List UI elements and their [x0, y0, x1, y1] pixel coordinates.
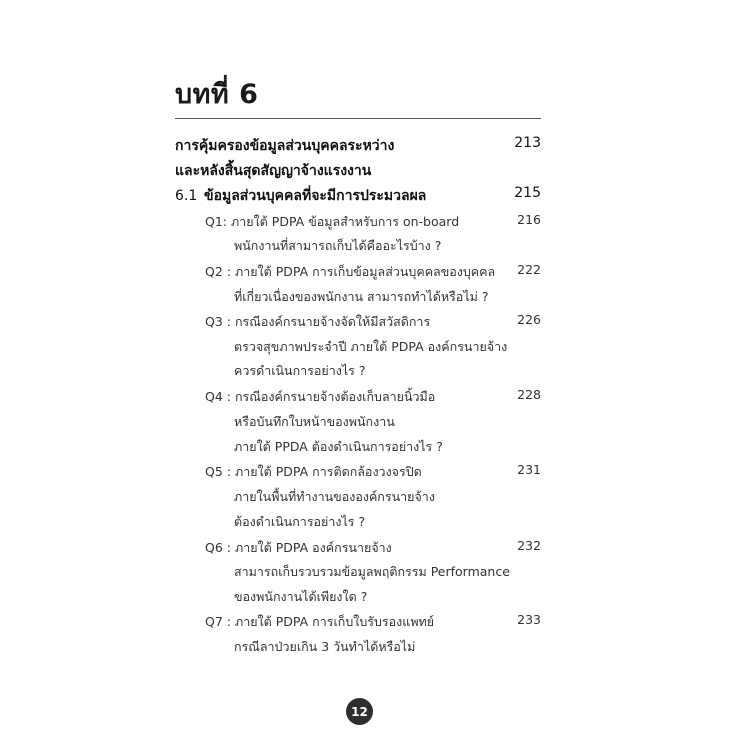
question-q4-line-1 — [205, 387, 435, 407]
question-label: Q7 : — [205, 614, 231, 629]
question-q3-line-1 — [205, 312, 430, 332]
question-q5-page: 231 — [517, 462, 541, 477]
question-text: ภายใต้ PDPA การเก็บข้อมูลส่วนบุคคลของบุคคล — [234, 264, 496, 279]
question-q1-page: 216 — [517, 212, 541, 227]
toc-subsection-title: ข้อมูลส่วนบุคคลที่จะมีการประมวลผล — [204, 188, 427, 204]
question-q1-line-2: พนักงานที่สามารถเก็บได้คืออะไรบ้าง ? — [234, 238, 442, 253]
question-q5-line-1 — [205, 462, 422, 482]
question-text: ภายใต้ PDPA การเก็บใบรับรองแพทย์ — [234, 614, 435, 629]
title-divider — [175, 118, 541, 119]
question-text: ภายใต้ PDPA การติดกล้องวงจรปิด — [234, 464, 422, 479]
toc-subsection-number: 6.1 — [175, 188, 198, 204]
question-label: Q1: — [205, 214, 228, 229]
question-label: Q3 : — [205, 314, 231, 329]
question-q7-line-1 — [205, 612, 434, 632]
chapter-title: บทที่ 6 — [175, 79, 259, 110]
question-q3-page: 226 — [517, 312, 541, 327]
question-label: Q6 : — [205, 540, 231, 555]
question-label: Q2 : — [205, 264, 231, 279]
question-q5-line-2: ภายในพื้นที่ทำงานขององค์กรนายจ้าง — [234, 489, 435, 504]
question-q4-page: 228 — [517, 387, 541, 402]
question-label: Q4 : — [205, 389, 231, 404]
question-q3-line-3: ควรดำเนินการอย่างไร ? — [234, 363, 366, 378]
toc-subsection-6-1 — [175, 185, 426, 207]
question-q2-line-1 — [205, 262, 495, 282]
toc-subsection-page: 215 — [514, 185, 541, 201]
question-q4-line-3: ภายใต้ PPDA ต้องดำเนินการอย่างไร ? — [234, 439, 443, 454]
toc-section-page: 213 — [514, 135, 541, 151]
question-q2-line-2: ที่เกี่ยวเนื่องของพนักงาน สามารถทำได้หรือไม่ ? — [234, 289, 489, 304]
question-q4-line-2: หรือบันทึกใบหน้าของพนักงาน — [234, 414, 395, 429]
question-text: ภายใต้ PDPA องค์กรนายจ้าง — [234, 540, 392, 555]
question-q6-line-1 — [205, 538, 392, 558]
question-q7-page: 233 — [517, 612, 541, 627]
question-q7-line-2: กรณีลาป่วยเกิน 3 วันทำได้หรือไม่ — [234, 639, 416, 654]
question-q1-line-1 — [205, 212, 459, 232]
question-q6-line-3: ของพนักงานได้เพียงใด ? — [234, 589, 368, 604]
question-label: Q5 : — [205, 464, 231, 479]
toc-section-title-line-1: การคุ้มครองข้อมูลส่วนบุคคลระหว่าง — [175, 138, 395, 154]
page-number-badge: 12 — [346, 698, 373, 725]
question-text: กรณีองค์กรนายจ้างต้องเก็บลายนิ้วมือ — [234, 389, 436, 404]
question-q5-line-3: ต้องดำเนินการอย่างไร ? — [234, 514, 366, 529]
question-q2-page: 222 — [517, 262, 541, 277]
toc-section-title-line-2: และหลังสิ้นสุดสัญญาจ้างแรงงาน — [175, 163, 372, 179]
question-q3-line-2: ตรวจสุขภาพประจำปี ภายใต้ PDPA องค์กรนายจ้าง — [234, 339, 508, 354]
question-text: ภายใต้ PDPA ข้อมูลสำหรับการ on-board — [231, 214, 460, 229]
question-q6-line-2: สามารถเก็บรวบรวมข้อมูลพฤติกรรม Performance — [234, 564, 510, 579]
question-text: กรณีองค์กรนายจ้างจัดให้มีสวัสดิการ — [234, 314, 431, 329]
question-q6-page: 232 — [517, 538, 541, 553]
